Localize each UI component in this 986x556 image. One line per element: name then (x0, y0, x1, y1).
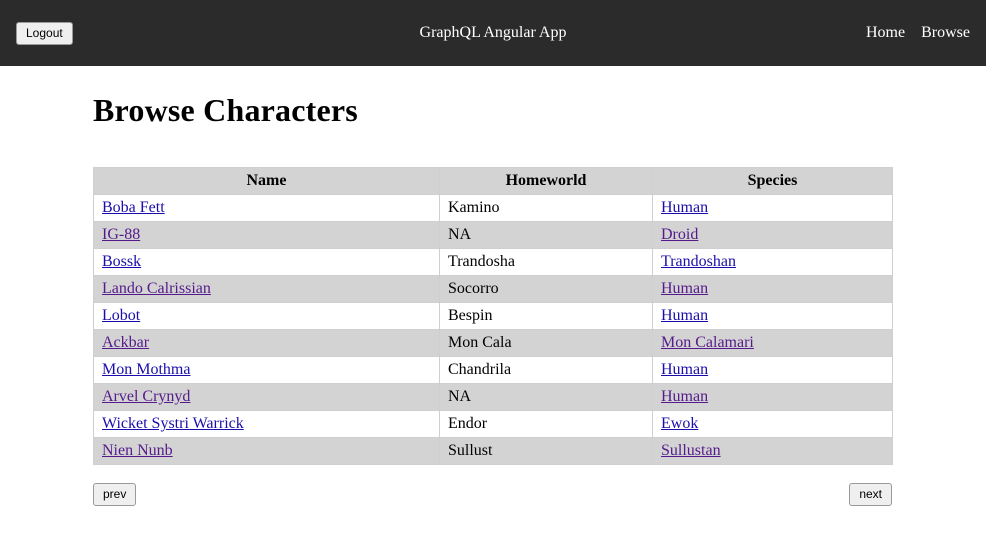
characters-table-wrapper (93, 167, 892, 465)
character-link[interactable]: Wicket Systri Warrick (102, 415, 244, 432)
table-row (94, 222, 893, 249)
pagination-controls (93, 483, 892, 506)
character-link[interactable]: IG-88 (102, 226, 141, 243)
cell-name (94, 276, 440, 303)
nav-link-home[interactable]: Home (866, 24, 906, 41)
table-row (94, 438, 893, 465)
cell-homeworld: Socorro (440, 276, 653, 303)
species-link[interactable]: Trandoshan (661, 253, 736, 270)
cell-name (94, 384, 440, 411)
cell-name (94, 249, 440, 276)
character-link[interactable]: Boba Fett (102, 199, 165, 216)
main-content (0, 92, 986, 506)
cell-species (653, 438, 893, 465)
character-link[interactable]: Ackbar (102, 334, 150, 351)
cell-species (653, 195, 893, 222)
character-link[interactable]: Mon Mothma (102, 361, 191, 378)
species-link[interactable]: Human (661, 388, 709, 405)
character-link[interactable]: Bossk (102, 253, 142, 270)
table-row (94, 276, 893, 303)
cell-homeworld: Chandrila (440, 357, 653, 384)
column-header-homeworld: Homeworld (440, 168, 653, 195)
cell-homeworld: NA (440, 384, 653, 411)
cell-name (94, 195, 440, 222)
table-row (94, 357, 893, 384)
nav-link-browse[interactable]: Browse (921, 24, 970, 41)
character-link[interactable]: Nien Nunb (102, 442, 173, 459)
table-body (94, 195, 893, 465)
cell-name (94, 411, 440, 438)
app-title: GraphQL Angular App (419, 24, 567, 41)
species-link[interactable]: Human (661, 361, 709, 378)
table-row (94, 195, 893, 222)
cell-species (653, 411, 893, 438)
cell-species (653, 222, 893, 249)
cell-homeworld: Kamino (440, 195, 653, 222)
cell-name (94, 438, 440, 465)
table-row (94, 249, 893, 276)
table-row (94, 303, 893, 330)
cell-homeworld: NA (440, 222, 653, 249)
character-link[interactable]: Lando Calrissian (102, 280, 211, 297)
nav-links (866, 24, 970, 42)
table-row (94, 411, 893, 438)
species-link[interactable]: Mon Calamari (661, 334, 754, 351)
cell-homeworld: Bespin (440, 303, 653, 330)
page-title: Browse Characters (93, 92, 358, 128)
species-link[interactable]: Droid (661, 226, 699, 243)
species-link[interactable]: Human (661, 199, 709, 216)
cell-species (653, 276, 893, 303)
cell-homeworld: Endor (440, 411, 653, 438)
table-head (94, 168, 893, 195)
cell-homeworld: Trandosha (440, 249, 653, 276)
character-link[interactable]: Arvel Crynyd (102, 388, 191, 405)
characters-table (93, 167, 893, 465)
species-link[interactable]: Ewok (661, 415, 699, 432)
species-link[interactable]: Sullustan (661, 442, 721, 459)
logout-button[interactable]: Logout (16, 22, 73, 45)
cell-homeworld: Mon Cala (440, 330, 653, 357)
character-link[interactable]: Lobot (102, 307, 141, 324)
top-navbar (0, 0, 986, 66)
prev-page-button[interactable]: prev (93, 483, 136, 506)
next-page-button[interactable]: next (849, 483, 892, 506)
cell-species (653, 330, 893, 357)
table-row (94, 384, 893, 411)
cell-species (653, 357, 893, 384)
cell-species (653, 384, 893, 411)
cell-name (94, 222, 440, 249)
cell-species (653, 249, 893, 276)
column-header-name: Name (94, 168, 440, 195)
table-row (94, 330, 893, 357)
column-header-species: Species (653, 168, 893, 195)
cell-name (94, 303, 440, 330)
cell-homeworld: Sullust (440, 438, 653, 465)
species-link[interactable]: Human (661, 280, 709, 297)
cell-name (94, 357, 440, 384)
cell-name (94, 330, 440, 357)
table-header-row (94, 168, 893, 195)
species-link[interactable]: Human (661, 307, 709, 324)
cell-species (653, 303, 893, 330)
